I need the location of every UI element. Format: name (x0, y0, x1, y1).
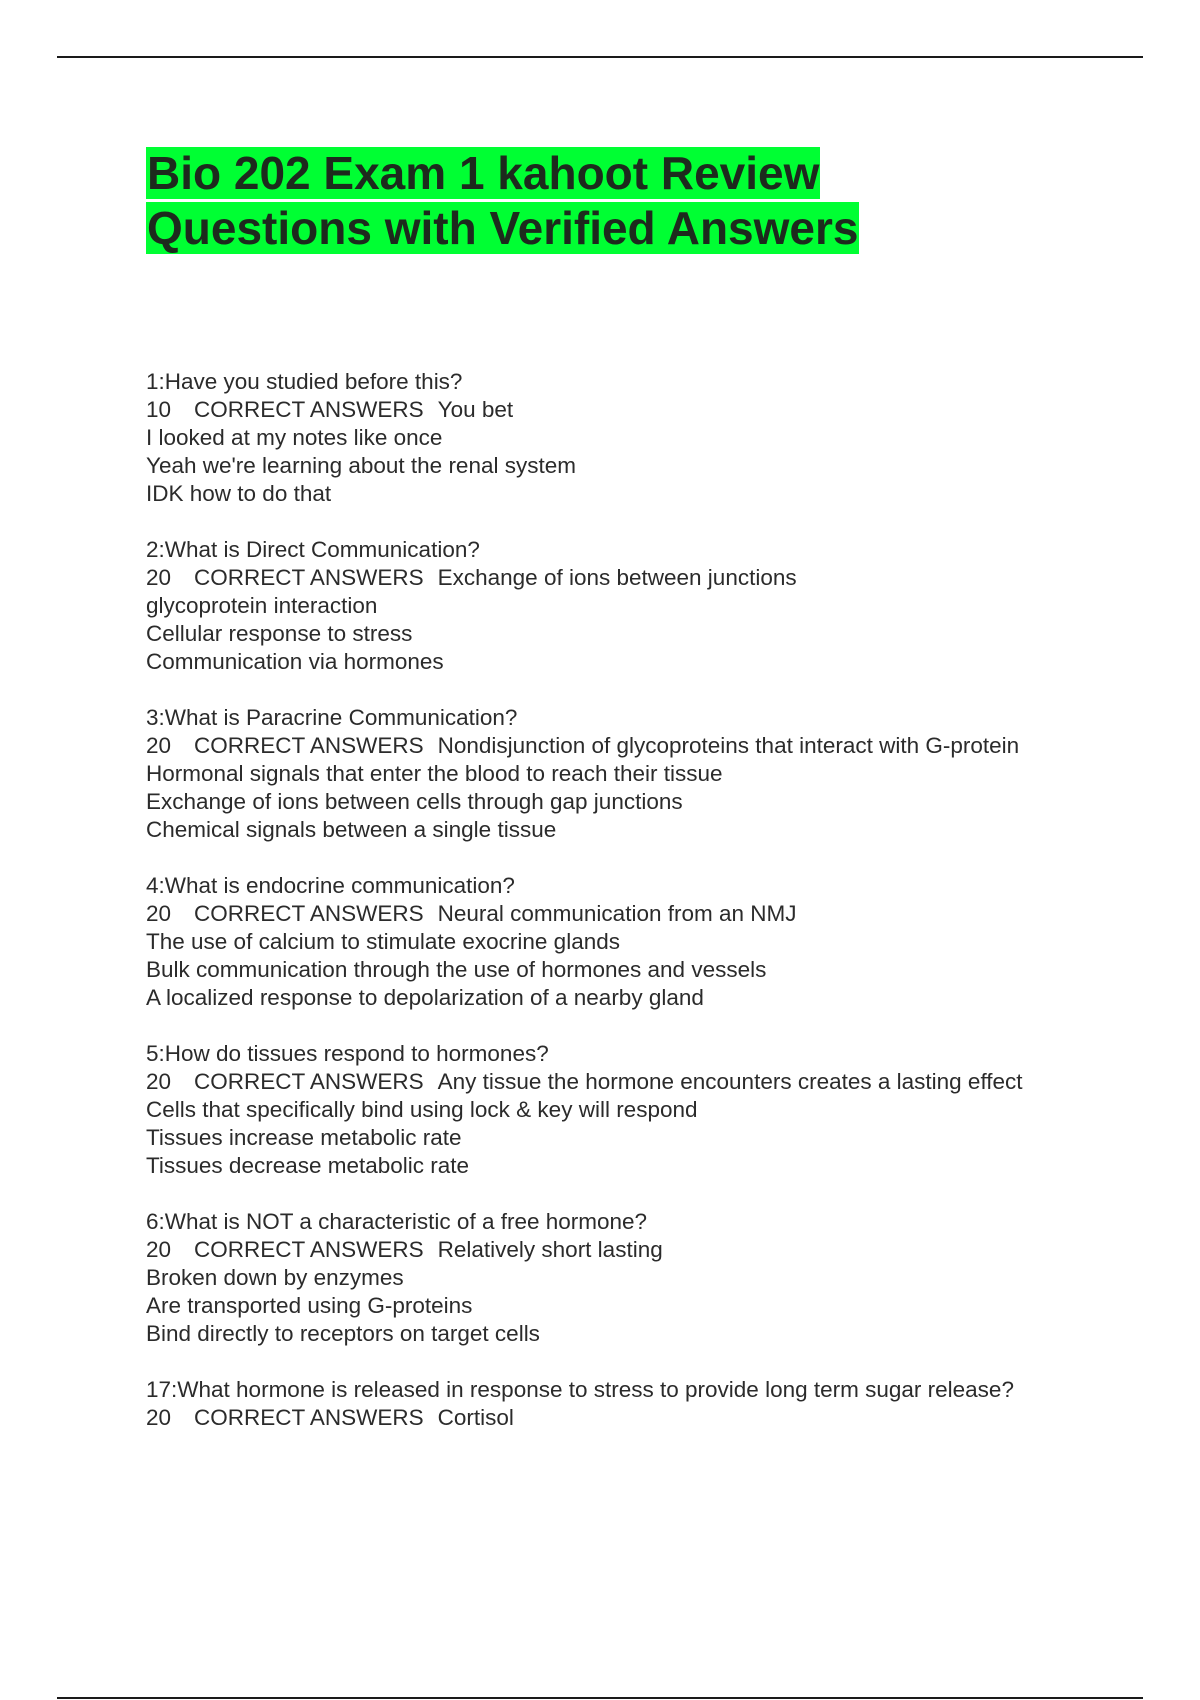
question-text: 1:Have you studied before this? (146, 369, 463, 394)
bottom-rule (57, 1697, 1143, 1699)
answer-option: A localized response to depolarization of a nearby gland (146, 985, 704, 1010)
correct-answer-line (146, 732, 1146, 760)
answer-option: The use of calcium to stimulate exocrine glands (146, 929, 620, 954)
correct-answers-label: CORRECT ANSWERS (194, 1237, 424, 1262)
points-value: 20 (146, 733, 172, 758)
document-title (146, 146, 1046, 256)
answer-option: IDK how to do that (146, 481, 332, 506)
answer-option: Tissues decrease metabolic rate (146, 1153, 470, 1178)
question-block (146, 536, 1146, 676)
answer-option: Yeah we're learning about the renal system (146, 453, 576, 478)
answer-option: Cells that specifically bind using lock & key will respond (146, 1097, 698, 1122)
points-value: 20 (146, 901, 172, 926)
correct-answer: Relatively short lasting (437, 1237, 663, 1262)
question-text: 5:How do tissues respond to hormones? (146, 1041, 549, 1066)
correct-answer: Exchange of ions between junctions (437, 565, 797, 590)
title-line-2: Questions with Verified Answers (147, 202, 859, 254)
answer-option: Chemical signals between a single tissue (146, 817, 557, 842)
question-block (146, 1376, 1146, 1432)
correct-answers-label: CORRECT ANSWERS (194, 1069, 424, 1094)
correct-answers-label: CORRECT ANSWERS (194, 901, 424, 926)
correct-answer-line (146, 1068, 1146, 1096)
correct-answer: Neural communication from an NMJ (437, 901, 797, 926)
top-rule (57, 56, 1143, 58)
answer-option: Tissues increase metabolic rate (146, 1125, 462, 1150)
answer-option: Communication via hormones (146, 649, 444, 674)
question-block (146, 368, 1146, 508)
correct-answer: Any tissue the hormone encounters creates a lasting effect (437, 1069, 1023, 1094)
points-value: 10 (146, 397, 172, 422)
question-text: 17:What hormone is released in response to stress to provide long term sugar release? (146, 1377, 1014, 1402)
correct-answers-label: CORRECT ANSWERS (194, 397, 424, 422)
correct-answer-line (146, 396, 1146, 424)
points-value: 20 (146, 565, 172, 590)
question-text: 4:What is endocrine communication? (146, 873, 515, 898)
question-text: 3:What is Paracrine Communication? (146, 705, 518, 730)
answer-option: Hormonal signals that enter the blood to reach their tissue (146, 761, 723, 786)
answer-option: Cellular response to stress (146, 621, 413, 646)
correct-answer: Cortisol (437, 1405, 514, 1430)
answer-option: Are transported using G-proteins (146, 1293, 473, 1318)
correct-answer-line (146, 1404, 1146, 1432)
question-block (146, 704, 1146, 844)
question-block (146, 1040, 1146, 1180)
correct-answers-label: CORRECT ANSWERS (194, 565, 424, 590)
points-value: 20 (146, 1069, 172, 1094)
question-text: 2:What is Direct Communication? (146, 537, 480, 562)
answer-option: Bulk communication through the use of hormones and vessels (146, 957, 767, 982)
answer-option: Bind directly to receptors on target cells (146, 1321, 540, 1346)
correct-answers-label: CORRECT ANSWERS (194, 1405, 424, 1430)
correct-answer-line (146, 900, 1146, 928)
answer-option: glycoprotein interaction (146, 593, 378, 618)
correct-answer-line (146, 564, 1146, 592)
question-text: 6:What is NOT a characteristic of a free hormone? (146, 1209, 648, 1234)
correct-answer: You bet (437, 397, 514, 422)
question-list (146, 368, 1146, 1460)
question-block (146, 1208, 1146, 1348)
title-line-1: Bio 202 Exam 1 kahoot Review (147, 147, 820, 199)
points-value: 20 (146, 1405, 172, 1430)
answer-option: Broken down by enzymes (146, 1265, 404, 1290)
correct-answers-label: CORRECT ANSWERS (194, 733, 424, 758)
question-block (146, 872, 1146, 1012)
correct-answer-line (146, 1236, 1146, 1264)
points-value: 20 (146, 1237, 172, 1262)
correct-answer: Nondisjunction of glycoproteins that interact with G-protein (437, 733, 1020, 758)
answer-option: Exchange of ions between cells through gap junctions (146, 789, 683, 814)
answer-option: I looked at my notes like once (146, 425, 443, 450)
